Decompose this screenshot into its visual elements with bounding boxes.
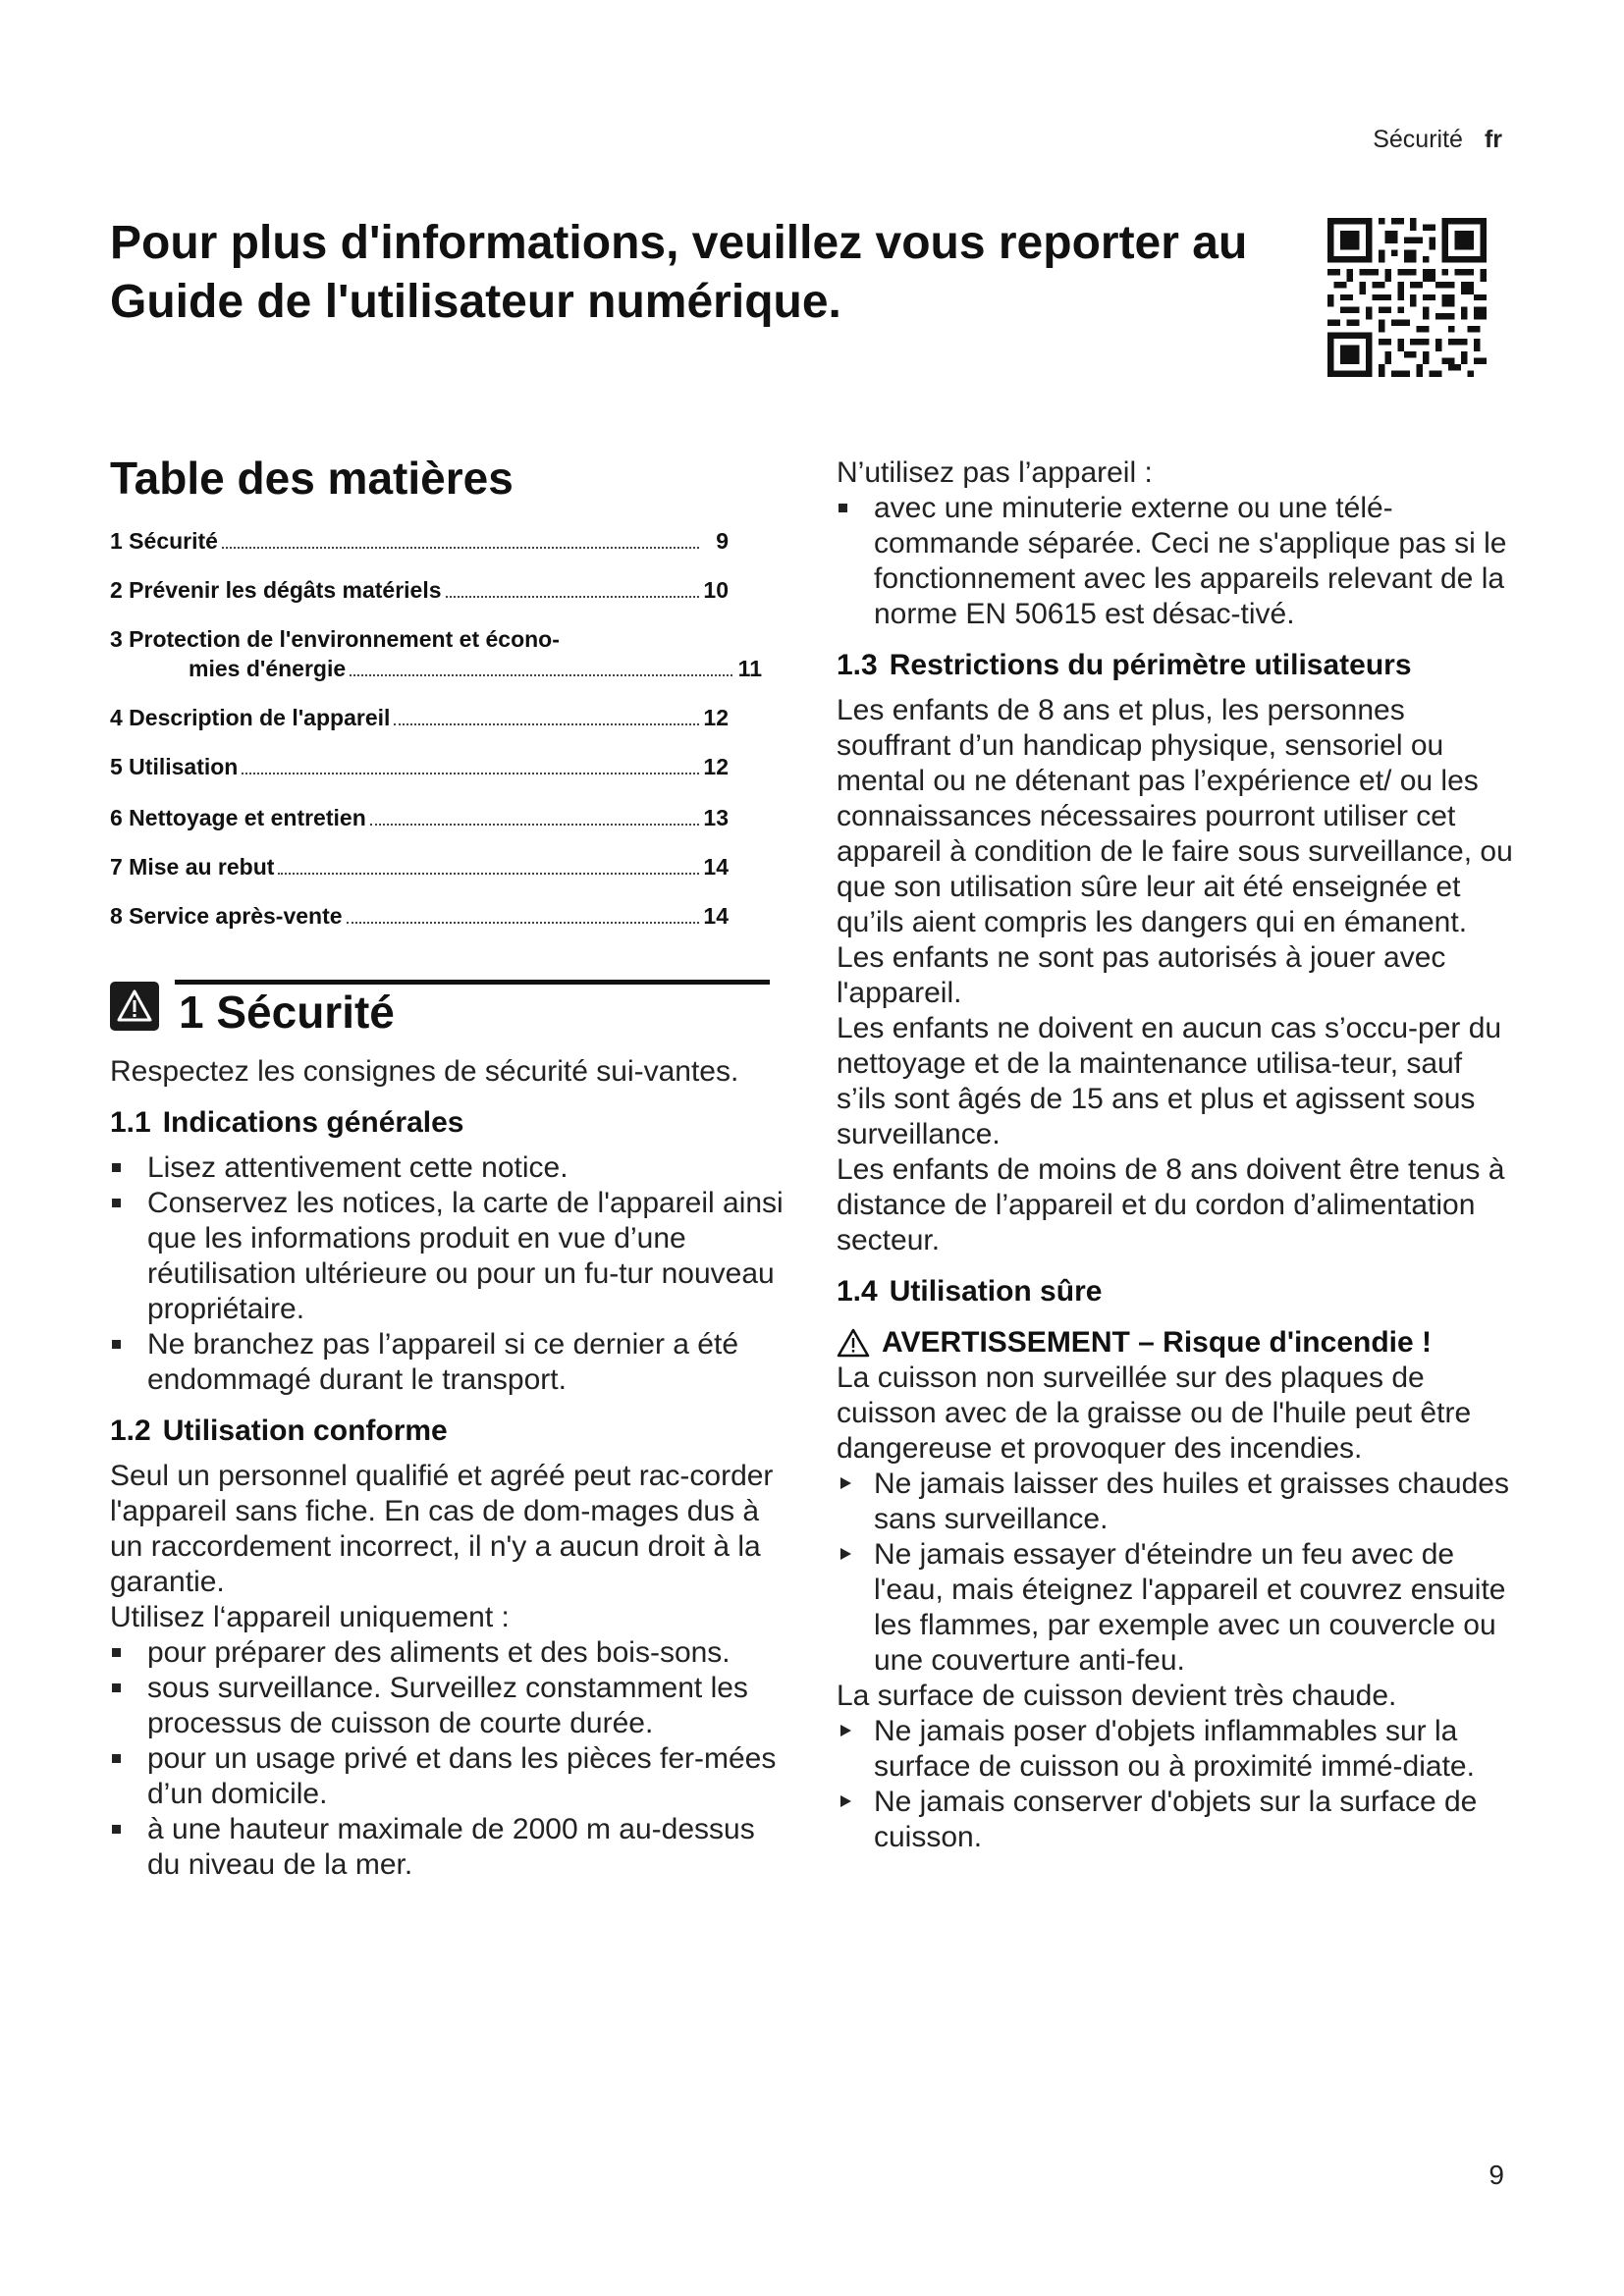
toc-entry-2[interactable] <box>110 575 729 605</box>
toc-entry-label-cont: mies d'énergie <box>189 656 347 681</box>
hot-surface-actions-list <box>837 1714 1514 1855</box>
list-item: Ne jamais conserver d'objets sur la surface de cuisson. <box>837 1785 1514 1855</box>
toc-entry-page: 11 <box>737 656 762 681</box>
qr-code-icon <box>1327 218 1487 377</box>
toc-entry-page: 12 <box>703 705 729 730</box>
section-rule <box>175 980 770 985</box>
toc-entry-label: 7 Mise au rebut <box>110 854 275 880</box>
toc-heading: Table des matières <box>110 453 514 504</box>
right-column <box>837 455 1514 1855</box>
list-item: pour un usage privé et dans les pièces fer-mées d’un domicile. <box>110 1741 787 1812</box>
toc-leader <box>222 546 699 549</box>
subsection-number: 1.1 <box>110 1106 151 1139</box>
subsection-number: 1.4 <box>837 1275 878 1308</box>
section-title: 1 Sécurité <box>179 987 395 1038</box>
intended-use-list <box>110 1635 787 1883</box>
paragraph: Les enfants de 8 ans et plus, les personnes souffrant d’un handicap physique, sensoriel ou mental ou ne détenant pas l’expérience et/ ou les connaissances nécessaires pourront utiliser cet appareil à condition de le faire sous surveillance, ou que son utilisation sûre leur ait été enseignée et qu’ils aient compris les dangers qui en émanent. <box>837 694 1513 938</box>
subsection-heading-1-3 <box>837 648 1514 683</box>
toc-leader <box>370 823 699 826</box>
subsection-title: Restrictions du périmètre utilisateurs <box>889 649 1412 681</box>
toc-entry-label: 5 Utilisation <box>110 754 239 779</box>
warning-box-icon <box>110 982 159 1031</box>
toc-entry-6[interactable] <box>110 803 729 832</box>
toc-entry-label: 6 Nettoyage et entretien <box>110 805 366 830</box>
paragraph: Les enfants ne sont pas autorisés à jouer avec l'appareil. <box>837 941 1446 1009</box>
paragraph: La surface de cuisson devient très chaude. <box>837 1680 1397 1712</box>
subsection-heading-1-2 <box>110 1414 787 1449</box>
toc-entry-page: 14 <box>703 854 729 880</box>
general-indications-list <box>110 1150 787 1398</box>
toc-leader <box>347 921 699 924</box>
warning-text: AVERTISSEMENT – Risque d'incendie ! <box>882 1326 1432 1359</box>
list-item: sous surveillance. Surveillez constamment les processus de cuisson de courte durée. <box>110 1671 787 1741</box>
list-item: Ne jamais laisser des huiles et graisses chaudes sans surveillance. <box>837 1467 1514 1537</box>
warning-triangle-icon <box>837 1328 870 1358</box>
toc-entry-page: 12 <box>703 754 729 779</box>
subsection-number: 1.2 <box>110 1415 151 1447</box>
subsection-title: Utilisation conforme <box>162 1415 448 1447</box>
toc-entry-label: 4 Description de l'appareil <box>110 705 391 730</box>
prohibited-use-list <box>837 491 1514 632</box>
page-title-line2: Guide de l'utilisateur numérique. <box>110 276 841 328</box>
warning-heading <box>837 1325 1514 1361</box>
fire-risk-actions-list <box>837 1467 1514 1679</box>
toc-entry-page: 10 <box>703 577 729 603</box>
paragraph: Utilisez l‘appareil uniquement : <box>110 1601 510 1633</box>
paragraph: Les enfants de moins de 8 ans doivent être tenus à distance de l’appareil et du cordon d’alimentation secteur. <box>837 1153 1505 1256</box>
toc-entry-label: 8 Service après-vente <box>110 903 343 929</box>
subsection-number: 1.3 <box>837 649 878 681</box>
paragraph: N’utilisez pas l’appareil : <box>837 456 1153 489</box>
toc-entry-7[interactable] <box>110 852 729 881</box>
header-section: Sécurité <box>1373 126 1463 153</box>
page-number: 9 <box>1489 2160 1504 2190</box>
list-item: pour préparer des aliments et des bois-sons. <box>110 1635 787 1671</box>
toc-entry-page: 13 <box>703 805 729 830</box>
page-title <box>110 214 1249 332</box>
header-lang: fr <box>1484 126 1502 153</box>
toc-entry-4[interactable] <box>110 703 729 732</box>
toc-entry-5[interactable] <box>110 752 729 781</box>
list-item: avec une minuterie externe ou une télé-commande séparée. Ceci ne s'applique pas si le fonctionnement avec les appareils relevant de la norme EN 50615 est désac-tivé. <box>837 491 1514 632</box>
toc-leader <box>446 595 699 598</box>
list-item: à une hauteur maximale de 2000 m au-dessus du niveau de la mer. <box>110 1812 787 1883</box>
list-item: Ne jamais poser d'objets inflammables sur la surface de cuisson ou à proximité immé-diate. <box>837 1714 1514 1785</box>
subsection-heading-1-4 <box>837 1274 1514 1309</box>
toc-leader <box>242 772 699 774</box>
left-column <box>110 1054 787 1883</box>
list-item: Lisez attentivement cette notice. <box>110 1150 787 1186</box>
subsection-title: Indications générales <box>162 1106 464 1139</box>
toc-entry-3[interactable] <box>110 624 762 683</box>
toc-leader <box>394 722 699 725</box>
toc-entry-page: 14 <box>703 903 729 929</box>
running-header <box>1373 126 1502 154</box>
toc-leader <box>350 673 732 676</box>
page-title-line1: Pour plus d'informations, veuillez vous reporter au <box>110 217 1248 269</box>
toc-entry-page: 9 <box>716 528 729 554</box>
toc-entry-label: 1 Sécurité <box>110 528 218 554</box>
toc-entry-label: 2 Prévenir les dégâts matériels <box>110 577 442 603</box>
toc-entry-8[interactable] <box>110 901 729 931</box>
subsection-title: Utilisation sûre <box>889 1275 1103 1308</box>
toc-leader <box>278 872 699 875</box>
paragraph: Les enfants ne doivent en aucun cas s’occu-per du nettoyage et de la maintenance utilisa-teur, sauf s’ils sont âgés de 15 ans et plus et agissent sous surveillance. <box>837 1012 1502 1150</box>
security-intro: Respectez les consignes de sécurité sui-vantes. <box>110 1055 739 1088</box>
subsection-heading-1-1 <box>110 1105 787 1141</box>
list-item: Conservez les notices, la carte de l'appareil ainsi que les informations produit en vue d’une réutilisation ultérieure ou pour un fu-tur nouveau propriétaire. <box>110 1186 787 1327</box>
paragraph: La cuisson non surveillée sur des plaques de cuisson avec de la graisse ou de l'huile peut être dangereuse et provoquer des incendies. <box>837 1362 1472 1465</box>
toc-entry-label: 3 Protection de l'environnement et écono- <box>110 626 560 652</box>
toc-entry-1[interactable] <box>110 526 729 556</box>
list-item: Ne jamais essayer d'éteindre un feu avec de l'eau, mais éteignez l'appareil et couvrez ensuite les flammes, par exemple avec un couvercle ou une couverture anti-feu. <box>837 1537 1514 1679</box>
list-item: Ne branchez pas l’appareil si ce dernier a été endommagé durant le transport. <box>110 1327 787 1398</box>
paragraph: Seul un personnel qualifié et agréé peut rac-corder l'appareil sans fiche. En cas de dom-mages dus à un raccordement incorrect, il n'y a aucun droit à la garantie. <box>110 1460 774 1598</box>
